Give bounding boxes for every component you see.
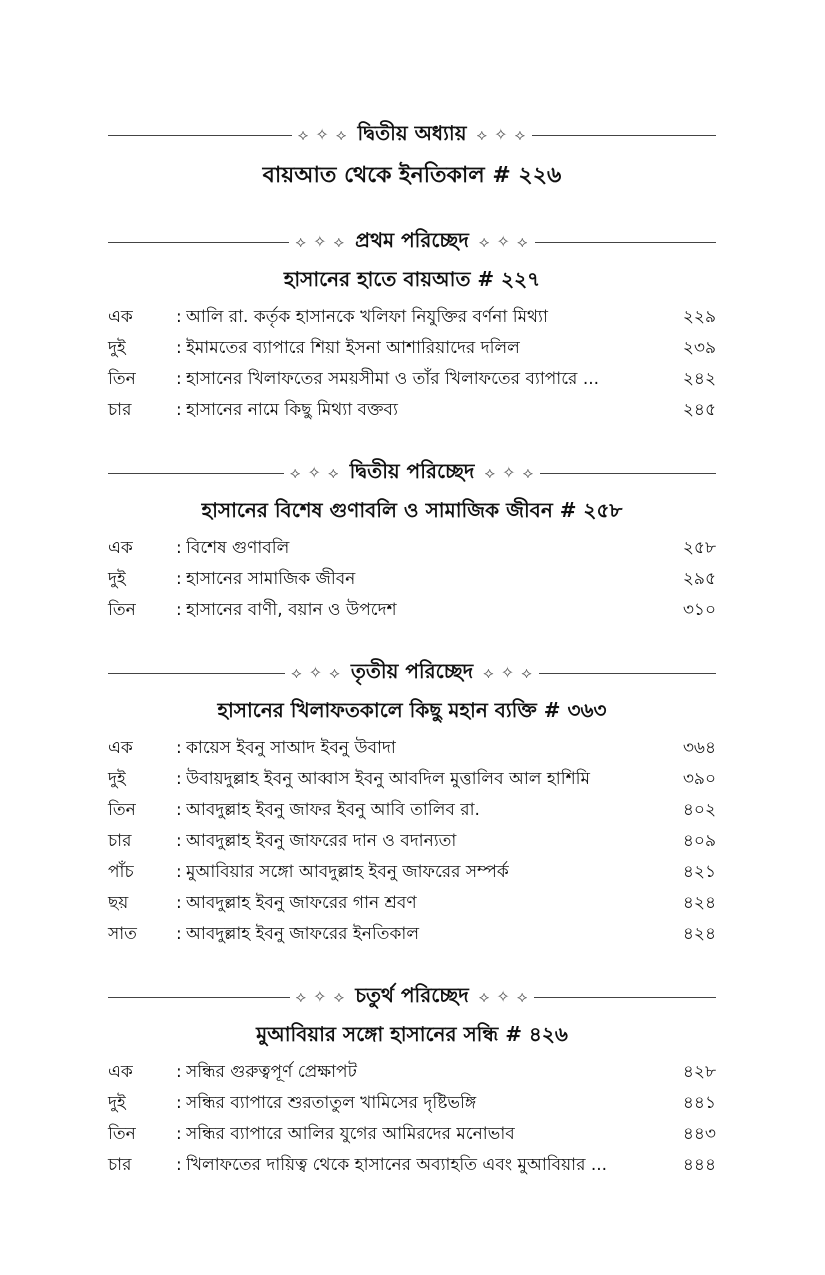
entry-number: তিন	[108, 800, 136, 820]
entry-title: সন্ধির ব্যাপারে আলির যুগের আমিরদের মনোভাব	[186, 1124, 515, 1144]
toc-section	[108, 980, 716, 1181]
entry-number: এক	[108, 538, 133, 558]
chapter-header	[108, 118, 716, 195]
toc-entry	[108, 395, 716, 426]
entry-page: ২৪২	[682, 369, 716, 389]
ornament-icon: ⟡ ✧ ⟡	[295, 232, 346, 251]
section-divider	[108, 980, 716, 1014]
entry-page: ২৪৫	[682, 400, 716, 420]
section-label: দ্বিতীয় পরিচ্ছেদ	[349, 458, 475, 483]
divider-line	[108, 673, 285, 674]
divider-line	[532, 135, 716, 136]
entry-number: চার	[108, 1155, 132, 1175]
toc-entry	[108, 302, 716, 333]
entry-page: ৩১০	[682, 600, 716, 620]
entry-colon: :	[176, 600, 182, 620]
entry-title: খিলাফতের দায়িত্ব থেকে হাসানের অব্যাহতি এবং মুআবিয়ার ...	[186, 1155, 608, 1175]
entry-page: ৪২১	[682, 862, 716, 882]
entry-number: চার	[108, 831, 132, 851]
ornament-icon: ⟡ ✧ ⟡	[483, 663, 533, 682]
entry-page: ২৫৮	[682, 538, 716, 558]
entry-number: ছয়	[108, 893, 129, 913]
entry-number: দুই	[108, 338, 126, 358]
toc-entry	[108, 826, 716, 857]
entry-colon: :	[176, 1093, 182, 1113]
entry-title: হাসানের নামে কিছু মিথ্যা বক্তব্য	[186, 400, 398, 420]
entry-colon: :	[176, 569, 182, 589]
ornament-icon: ⟡ ✧ ⟡	[478, 232, 529, 251]
ornament-icon: ⟡ ✧ ⟡	[295, 987, 346, 1006]
toc-section	[108, 225, 716, 426]
entry-page: ৪২৪	[682, 924, 716, 944]
section-title: হাসানের বিশেষ গুণাবলি ও সামাজিক জীবন # ২৫৮	[201, 498, 623, 522]
entry-number: তিন	[108, 1124, 136, 1144]
section-divider	[108, 456, 716, 490]
section-label: চতুর্থ পরিচ্ছেদ	[355, 982, 469, 1007]
divider-line	[108, 473, 284, 474]
entry-title: কায়েস ইবনু সাআদ ইবনু উবাদা	[186, 738, 396, 758]
entry-title: হাসানের বাণী, বয়ান ও উপদেশ	[186, 600, 397, 620]
entry-colon: :	[176, 800, 182, 820]
chapter-title: বায়আত থেকে ইনতিকাল # ২২৬	[262, 163, 562, 188]
entry-page: ৩৯০	[682, 769, 716, 789]
entry-number: সাত	[108, 924, 137, 944]
toc-entry	[108, 564, 716, 595]
ornament-icon: ⟡ ✧ ⟡	[289, 463, 340, 482]
entry-title: হাসানের সামাজিক জীবন	[186, 569, 356, 589]
entry-page: ৪২৮	[682, 1062, 716, 1082]
entry-number: দুই	[108, 569, 126, 589]
toc-entry	[108, 733, 716, 764]
entry-title: বিশেষ গুণাবলি	[186, 538, 290, 558]
entry-title: হাসানের খিলাফতের সময়সীমা ও তাঁর খিলাফতের ব্যাপারে ...	[186, 369, 600, 389]
divider-line	[535, 242, 716, 243]
entry-title: আলি রা. কর্তৃক হাসানকে খলিফা নিযুক্তির বর্ণনা মিথ্যা	[186, 307, 548, 327]
entry-colon: :	[176, 1062, 182, 1082]
entry-page: ৪৪৩	[682, 1124, 716, 1144]
entry-page: ৪০২	[682, 800, 716, 820]
entry-colon: :	[176, 831, 182, 851]
toc-entry	[108, 857, 716, 888]
toc-entry	[108, 1150, 716, 1181]
entry-colon: :	[176, 1155, 182, 1175]
entry-number: তিন	[108, 369, 136, 389]
entry-page: ২২৯	[682, 307, 716, 327]
section-title: হাসানের খিলাফতকালে কিছু মহান ব্যক্তি # ৩৬৩	[217, 698, 607, 722]
entry-colon: :	[176, 1124, 182, 1144]
toc-entry	[108, 888, 716, 919]
entry-title: আবদুল্লাহ ইবনু জাফর ইবনু আবি তালিব রা.	[186, 800, 480, 820]
entry-colon: :	[176, 924, 182, 944]
divider-line	[540, 473, 716, 474]
entry-number: এক	[108, 307, 133, 327]
toc-entry	[108, 764, 716, 795]
entry-number: দুই	[108, 1093, 126, 1113]
entry-page: ৪০৯	[682, 831, 716, 851]
table-of-contents	[108, 118, 716, 1181]
section-divider	[108, 656, 716, 690]
entry-title: আবদুল্লাহ ইবনু জাফরের ইনতিকাল	[186, 924, 420, 944]
entry-number: এক	[108, 1062, 133, 1082]
entry-title: ইমামতের ব্যাপারে শিয়া ইসনা আশারিয়াদের দলিল	[186, 338, 520, 358]
toc-entry	[108, 1057, 716, 1088]
section-label: প্রথম পরিচ্ছেদ	[355, 227, 469, 252]
entry-title: আবদুল্লাহ ইবনু জাফরের গান শ্রবণ	[186, 893, 417, 913]
entry-page: ২৯৫	[682, 569, 716, 589]
divider-line	[108, 242, 289, 243]
ornament-icon: ⟡ ✧ ⟡	[297, 125, 348, 144]
entry-colon: :	[176, 769, 182, 789]
section-title: মুআবিয়ার সঙ্গো হাসানের সন্ধি # ৪২৬	[256, 1022, 568, 1046]
toc-entry	[108, 919, 716, 950]
section-title: হাসানের হাতে বায়আত # ২২৭	[283, 267, 541, 291]
entry-colon: :	[176, 738, 182, 758]
entry-colon: :	[176, 338, 182, 358]
ornament-icon: ⟡ ✧ ⟡	[291, 663, 341, 682]
entry-title: সন্ধির গুরুত্বপূর্ণ প্রেক্ষাপট	[186, 1062, 357, 1082]
entry-colon: :	[176, 400, 182, 420]
ornament-icon: ⟡ ✧ ⟡	[484, 463, 535, 482]
divider-line	[534, 997, 716, 998]
toc-entry	[108, 1088, 716, 1119]
toc-entry	[108, 1119, 716, 1150]
entry-colon: :	[176, 893, 182, 913]
entry-number: দুই	[108, 769, 126, 789]
ornament-icon: ⟡ ✧ ⟡	[478, 987, 529, 1006]
divider-line	[108, 997, 290, 998]
toc-section	[108, 656, 716, 950]
entry-colon: :	[176, 307, 182, 327]
entry-title: আবদুল্লাহ ইবনু জাফরের দান ও বদান্যতা	[186, 831, 457, 851]
toc-entry	[108, 533, 716, 564]
entry-number: পাঁচ	[108, 862, 134, 882]
entry-page: ৪৪১	[682, 1093, 716, 1113]
toc-section	[108, 456, 716, 626]
section-divider	[108, 225, 716, 259]
toc-entry	[108, 364, 716, 395]
entry-page: ৩৬৪	[682, 738, 716, 758]
entry-page: ২৩৯	[682, 338, 716, 358]
entry-number: তিন	[108, 600, 136, 620]
entry-colon: :	[176, 538, 182, 558]
entry-colon: :	[176, 369, 182, 389]
entry-number: চার	[108, 400, 132, 420]
entry-number: এক	[108, 738, 133, 758]
entry-title: সন্ধির ব্যাপারে শুরতাতুল খামিসের দৃষ্টিভঙ্গি	[186, 1093, 477, 1113]
toc-entry	[108, 333, 716, 364]
entry-page: ৪২৪	[682, 893, 716, 913]
divider-line	[539, 673, 716, 674]
entry-title: মুআবিয়ার সঙ্গো আবদুল্লাহ ইবনু জাফরের সম্পর্ক	[186, 862, 509, 882]
divider-line	[108, 135, 292, 136]
toc-entry	[108, 595, 716, 626]
ornament-icon: ⟡ ✧ ⟡	[476, 125, 527, 144]
entry-colon: :	[176, 862, 182, 882]
chapter-divider	[108, 118, 716, 152]
entry-page: ৪৪৪	[682, 1155, 716, 1175]
toc-entry	[108, 795, 716, 826]
sections-container	[108, 225, 716, 1181]
section-label: তৃতীয় পরিচ্ছেদ	[350, 658, 474, 683]
entry-title: উবায়দুল্লাহ ইবনু আব্বাস ইবনু আবদিল মুত্তালিব আল হাশিমি	[186, 769, 590, 789]
chapter-label: দ্বিতীয় অধ্যায়	[357, 120, 467, 145]
